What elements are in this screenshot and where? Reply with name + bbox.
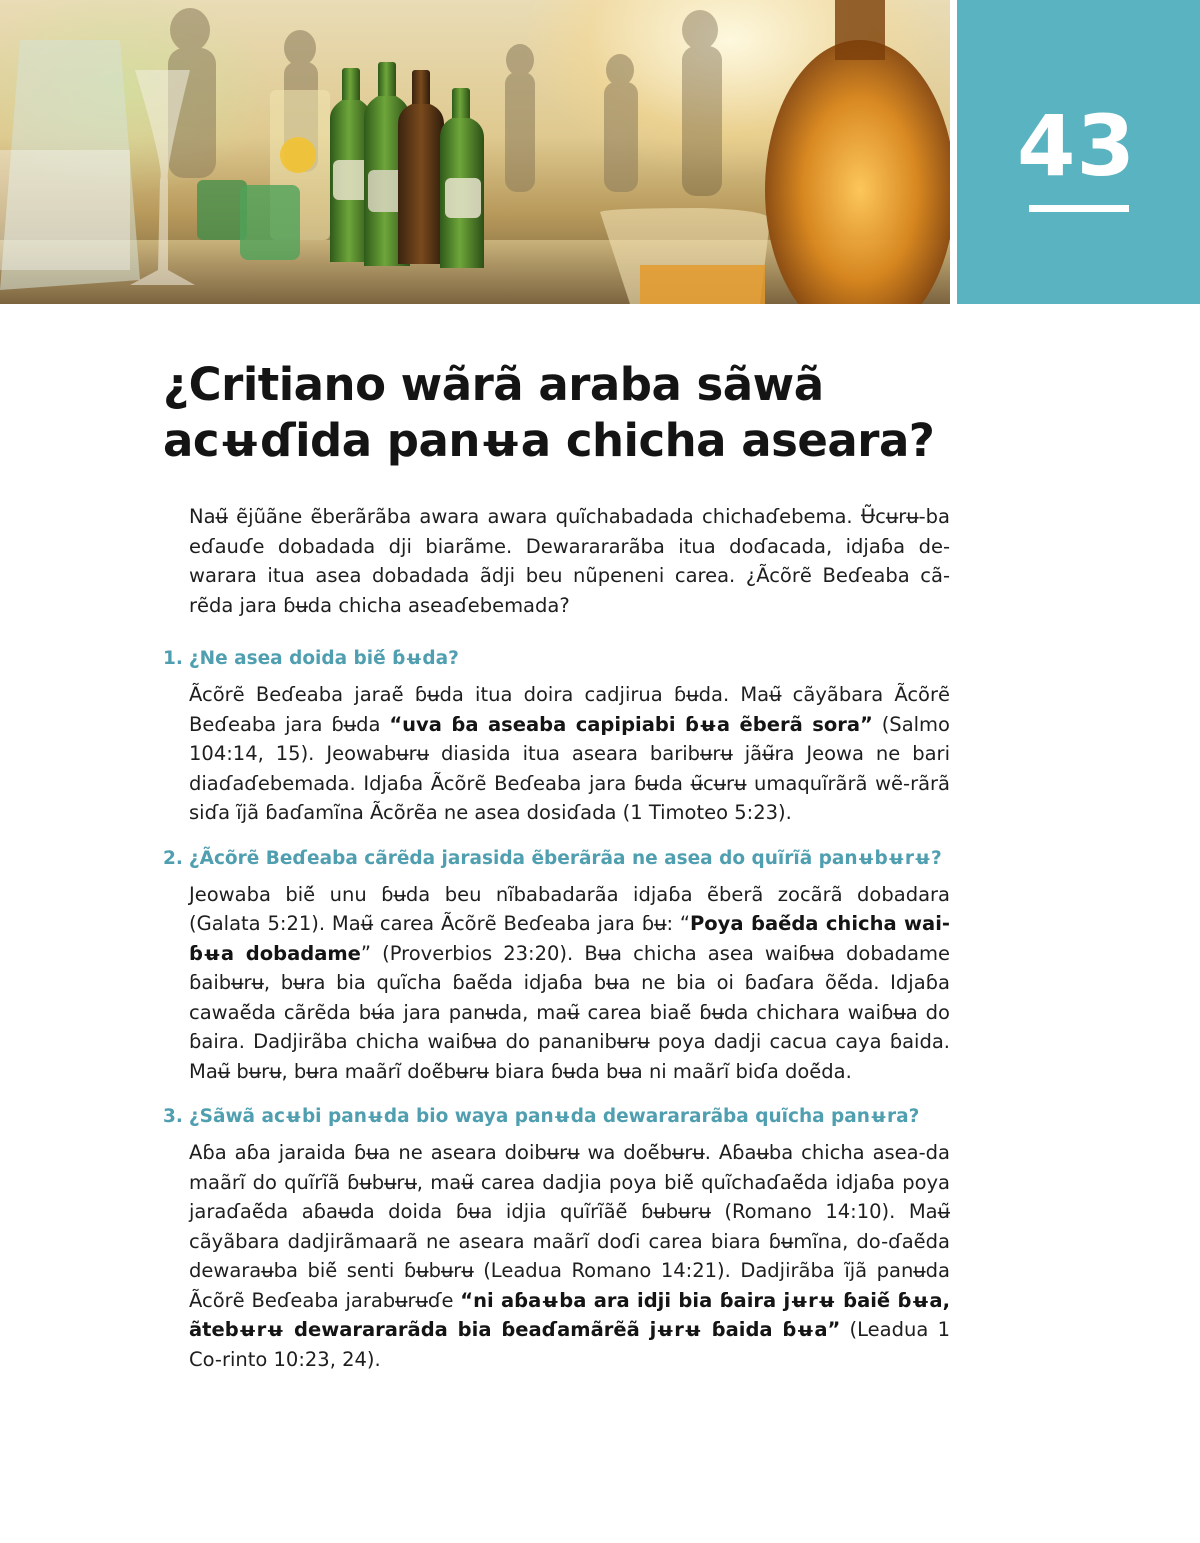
section-heading [163,646,950,672]
intro-paragraph: Naʉ̃ ẽjũãne ẽberãrãba awara awara quĩchabadada chichaɗebema. Ʉ̃cʉrʉ-ba eɗauɗe dobadada dji biarãme. Dewarararãba itua doɗacada, idjaɓa de-warara itua asea dobadada ãdji beu nũpeneni carea. ¿Ãcõrẽ Beɗeaba cã-rẽda jara ɓʉda chicha aseaɗebemada? [189,505,950,617]
page-title [163,357,963,469]
section-paragraph [163,1138,950,1374]
section-heading [163,1104,950,1130]
chapter-underline [1029,205,1129,212]
paragraph-text: Ãcõrẽ Beɗeaba jaraẽ́ ɓʉda itua doira cadjirua ɓʉda. Maʉ̃ cãyãbara Ãcõrẽ Beɗeaba jara ɓʉda [189,683,950,736]
section-heading-text: ¿Ãcõrẽ Beɗeaba cãrẽda jarasida ẽberãrãa ne asea do quĩrĩã panʉbʉrʉ? [188,847,942,869]
chapter-badge [957,0,1200,304]
page-title-line-1: ¿Critiano wãrã araba sãwã [163,358,824,411]
article-body [163,502,950,1392]
hero-photo [0,0,950,304]
section-2 [163,846,950,1087]
section-1 [163,646,950,828]
paragraph-text: (Salmo 104:14, 15). Jeowabʉrʉ diasida itua aseara baribʉrʉ jãʉ̃ra Jeowa ne bari diaɗaɗebemada. Idjaɓa Ãcõrẽ Beɗeaba jara ɓʉda ʉ̃cʉrʉ umaquĩrãrã wẽ-rãrã siɗa ĩjã ɓaɗamĩna Ãcõrẽa ne asea dosiɗada (1 Timoteo 5:23). [189,712,950,824]
section-heading-text: ¿Ne asea doida biẽ́ ɓʉda? [188,648,459,669]
paragraph-text: (Leadua 1 Co-rinto 10:23, 24). [189,1318,950,1371]
section-paragraph [163,680,950,828]
scripture-quote: “uva ɓa aseaba capipiabi ɓʉa ẽberã sora” [389,712,873,736]
section-heading-text: ¿Sãwã acʉbi panʉda bio waya panʉda dewarararãba quĩcha panʉra? [188,1106,920,1127]
section-3 [163,1104,950,1374]
section-heading [163,846,950,872]
scripture-quote: Poya ɓaẽ́da chicha wai-ɓʉa dobadame [189,912,950,965]
paragraph-text: Aɓa aɓa jaraida ɓʉa ne aseara doibʉrʉ wa doẽ́bʉrʉ. Aɓaʉba chicha asea-da maãrĩ do quĩrĩã ɓʉbʉrʉ, maʉ̃ carea dadjia poya biẽ́ quĩchaɗaẽ́da idjaɓa poya jaraɗaẽ́da aɓaʉda doida ɓʉa idjia quĩrĩãẽ́ ɓʉbʉrʉ (Romano 14:10). Maʉ̃ cãyãbara dadjirãmaarã ne aseara maãrĩ doɗi carea biara ɓʉmĩna, do-ɗaẽ́da dewaraʉba biẽ́ senti ɓʉbʉrʉ (Leadua Romano 14:21). Dadjirãba ĩjã panʉda Ãcõrẽ Beɗeaba jarabʉrʉɗe [189,1141,950,1312]
paragraph-text: Jeowaba biẽ́ unu ɓʉda beu nĩbabadarãa idjaɓa ẽberã zocãrã dobadara (Galata 5:21). Maʉ̃ carea Ãcõrẽ Beɗeaba jara ɓʉ: “ [189,882,950,935]
section-number: 1. [163,648,183,669]
page-title-line-2: acʉɗida panʉa chicha aseara? [163,414,935,467]
paragraph-text: ” (Proverbios 23:20). Bʉa chicha asea waiɓʉa dobadame ɓaibʉrʉ, bʉra bia quĩcha ɓaẽ́da idjaɓa bʉa ne bia oi ɓaɗara õẽ́da. Idjaɓa cawaẽ́da cãrẽda bʉ́a jara panʉda, maʉ̃ carea biaẽ́ ɓʉda chichara waiɓʉa do ɓaira. Dadjirãba chicha waiɓʉa do pananibʉrʉ poya dadji cacua caya ɓaida. Maʉ̃ bʉrʉ, bʉra maãrĩ doẽ́bʉrʉ biara ɓʉda bʉa ni maãrĩ biɗa doẽ́da. [189,941,950,1083]
hero-illustration [0,0,950,304]
section-number: 2. [163,847,183,869]
scripture-quote: “ni aɓaʉba ara idji bia ɓaira jʉrʉ ɓaiẽ́ ɓʉa, ãtebʉrʉ dewarararãda bia ɓeaɗamãrẽã jʉrʉ ɓaida ɓʉa” [189,1288,950,1341]
section-paragraph [163,880,950,1087]
section-number: 3. [163,1106,183,1127]
chapter-number: 43 [1017,97,1136,195]
